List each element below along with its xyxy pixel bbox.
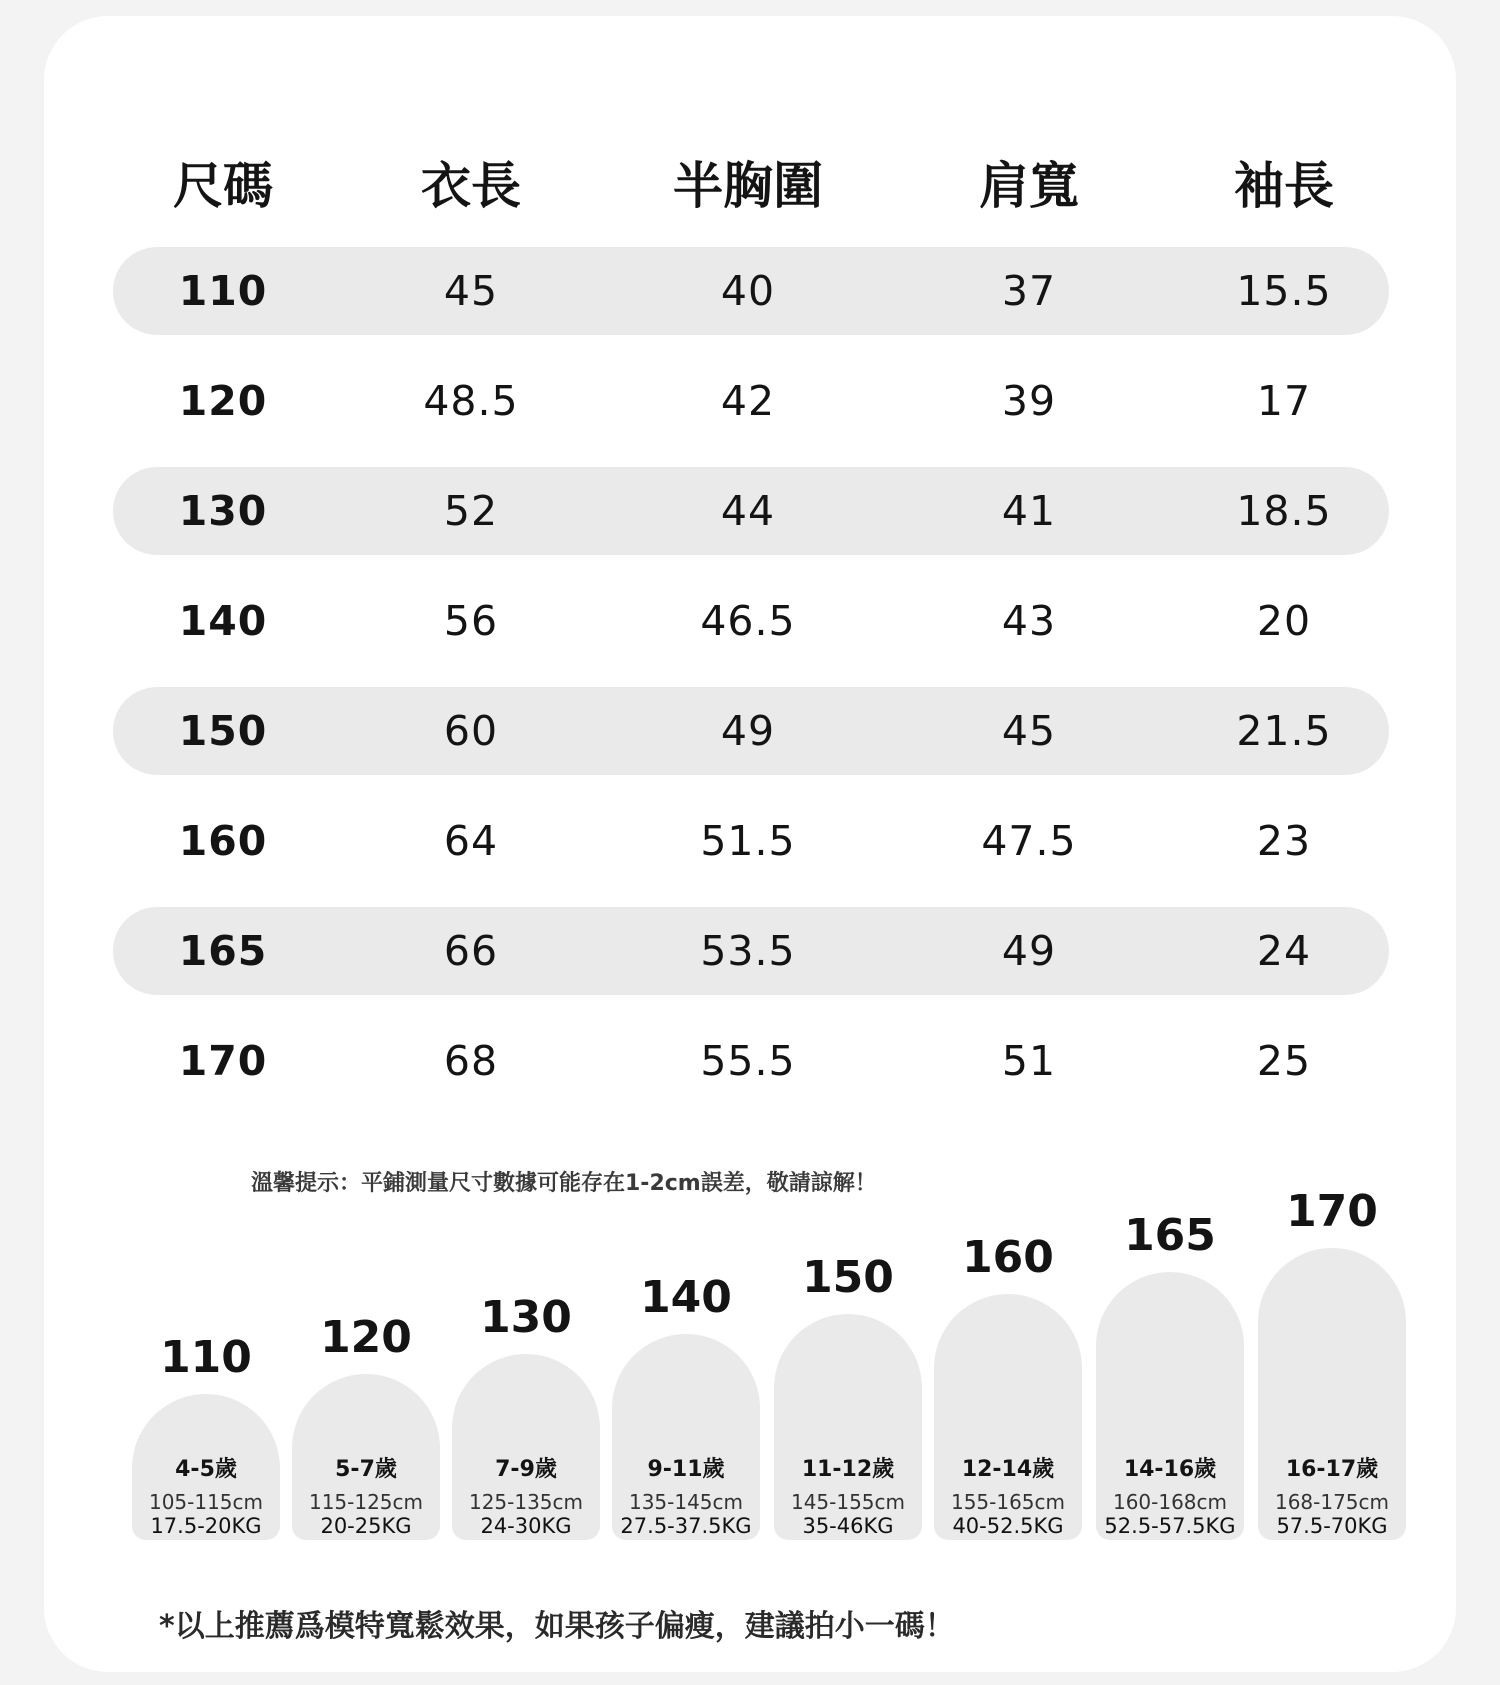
measure-cell: 37 <box>1001 267 1057 315</box>
measure-cell: 51.5 <box>700 817 796 865</box>
guide-weight: 20-25KG <box>320 1514 412 1538</box>
table-row <box>113 357 1389 445</box>
measure-cell: 42 <box>720 377 776 425</box>
guide-age: 11-12歲 <box>801 1457 895 1482</box>
guide-age: 7-9歲 <box>495 1457 557 1482</box>
measure-cell: 15.5 <box>1236 267 1332 315</box>
guide-badge <box>1258 1248 1406 1540</box>
guide-size-label: 120 <box>320 1312 412 1363</box>
guide-height: 125-135cm <box>468 1490 584 1514</box>
measurement-note: 溫馨提示：平鋪測量尺寸數據可能存在1-2cm誤差，敬請諒解！ <box>251 1171 877 1196</box>
guide-weight: 27.5-37.5KG <box>620 1514 752 1538</box>
guide-weight: 52.5-57.5KG <box>1104 1514 1236 1538</box>
measure-cell: 45 <box>443 267 499 315</box>
guide-size-label: 170 <box>1286 1186 1378 1237</box>
measure-cell: 47.5 <box>981 817 1077 865</box>
guide-size-label: 110 <box>160 1332 252 1383</box>
guide-height: 155-165cm <box>950 1490 1066 1514</box>
measure-cell: 43 <box>1001 597 1057 645</box>
header-size: 尺碼 <box>173 157 273 215</box>
measure-cell: 45 <box>1001 707 1057 755</box>
size-cell: 110 <box>178 267 268 315</box>
table-row <box>113 467 1389 555</box>
guide-weight: 35-46KG <box>802 1514 894 1538</box>
guide-badge <box>1096 1272 1244 1540</box>
measure-cell: 51 <box>1001 1037 1057 1085</box>
header-shoulder: 肩寬 <box>979 157 1079 215</box>
guide-weight: 24-30KG <box>480 1514 572 1538</box>
guide-weight: 40-52.5KG <box>952 1514 1064 1538</box>
measure-cell: 17 <box>1256 377 1312 425</box>
size-cell: 160 <box>178 817 268 865</box>
table-row <box>113 247 1389 335</box>
guide-weight: 17.5-20KG <box>150 1514 262 1538</box>
table-header <box>44 146 1456 216</box>
measure-cell: 60 <box>443 707 499 755</box>
guide-age: 5-7歲 <box>335 1457 397 1482</box>
measure-cell: 48.5 <box>423 377 519 425</box>
guide-weight: 57.5-70KG <box>1276 1514 1388 1538</box>
table-row <box>113 687 1389 775</box>
guide-height: 160-168cm <box>1112 1490 1228 1514</box>
size-chart-card <box>44 16 1456 1672</box>
measure-cell: 25 <box>1256 1037 1312 1085</box>
measure-cell: 23 <box>1256 817 1312 865</box>
header-length: 衣長 <box>421 157 521 215</box>
measure-cell: 21.5 <box>1236 707 1332 755</box>
header-half-chest: 半胸圍 <box>673 157 823 215</box>
guide-size-label: 160 <box>962 1232 1054 1283</box>
guide-badge <box>774 1314 922 1540</box>
measure-cell: 66 <box>443 927 499 975</box>
guide-height: 168-175cm <box>1274 1490 1390 1514</box>
size-cell: 140 <box>178 597 268 645</box>
measure-cell: 18.5 <box>1236 487 1332 535</box>
measure-cell: 68 <box>443 1037 499 1085</box>
footer-note: *以上推薦爲模特寬鬆效果，如果孩子偏瘦，建議拍小一碼！ <box>159 1609 955 1644</box>
guide-height: 105-115cm <box>148 1490 264 1514</box>
guide-badge <box>612 1334 760 1540</box>
measure-cell: 53.5 <box>700 927 796 975</box>
measure-cell: 46.5 <box>700 597 796 645</box>
table-row <box>113 797 1389 885</box>
guide-age: 9-11歲 <box>647 1457 725 1482</box>
guide-size-label: 130 <box>480 1292 572 1343</box>
guide-height: 135-145cm <box>628 1490 744 1514</box>
size-cell: 130 <box>178 487 268 535</box>
measure-cell: 52 <box>443 487 499 535</box>
measure-cell: 24 <box>1256 927 1312 975</box>
table-row <box>113 907 1389 995</box>
size-cell: 170 <box>178 1037 268 1085</box>
guide-badge <box>452 1354 600 1540</box>
measure-cell: 64 <box>443 817 499 865</box>
guide-size-label: 150 <box>802 1252 894 1303</box>
guide-age: 12-14歲 <box>961 1457 1055 1482</box>
guide-badge <box>132 1394 280 1540</box>
measure-cell: 40 <box>720 267 776 315</box>
guide-size-label: 140 <box>640 1272 732 1323</box>
guide-badge <box>292 1374 440 1540</box>
measure-cell: 56 <box>443 597 499 645</box>
guide-badge <box>934 1294 1082 1540</box>
header-sleeve: 袖長 <box>1234 157 1334 215</box>
table-row <box>113 1017 1389 1105</box>
measure-cell: 20 <box>1256 597 1312 645</box>
guide-size-label: 165 <box>1124 1210 1216 1261</box>
guide-age: 4-5歲 <box>175 1457 237 1482</box>
size-cell: 120 <box>178 377 268 425</box>
size-cell: 165 <box>178 927 268 975</box>
measure-cell: 49 <box>1001 927 1057 975</box>
guide-age: 16-17歲 <box>1285 1457 1379 1482</box>
guide-age: 14-16歲 <box>1123 1457 1217 1482</box>
table-row <box>113 577 1389 665</box>
measure-cell: 55.5 <box>700 1037 796 1085</box>
size-cell: 150 <box>178 707 268 755</box>
measure-cell: 44 <box>720 487 776 535</box>
measure-cell: 39 <box>1001 377 1057 425</box>
guide-height: 115-125cm <box>308 1490 424 1514</box>
guide-height: 145-155cm <box>790 1490 906 1514</box>
measure-cell: 49 <box>720 707 776 755</box>
measure-cell: 41 <box>1001 487 1057 535</box>
